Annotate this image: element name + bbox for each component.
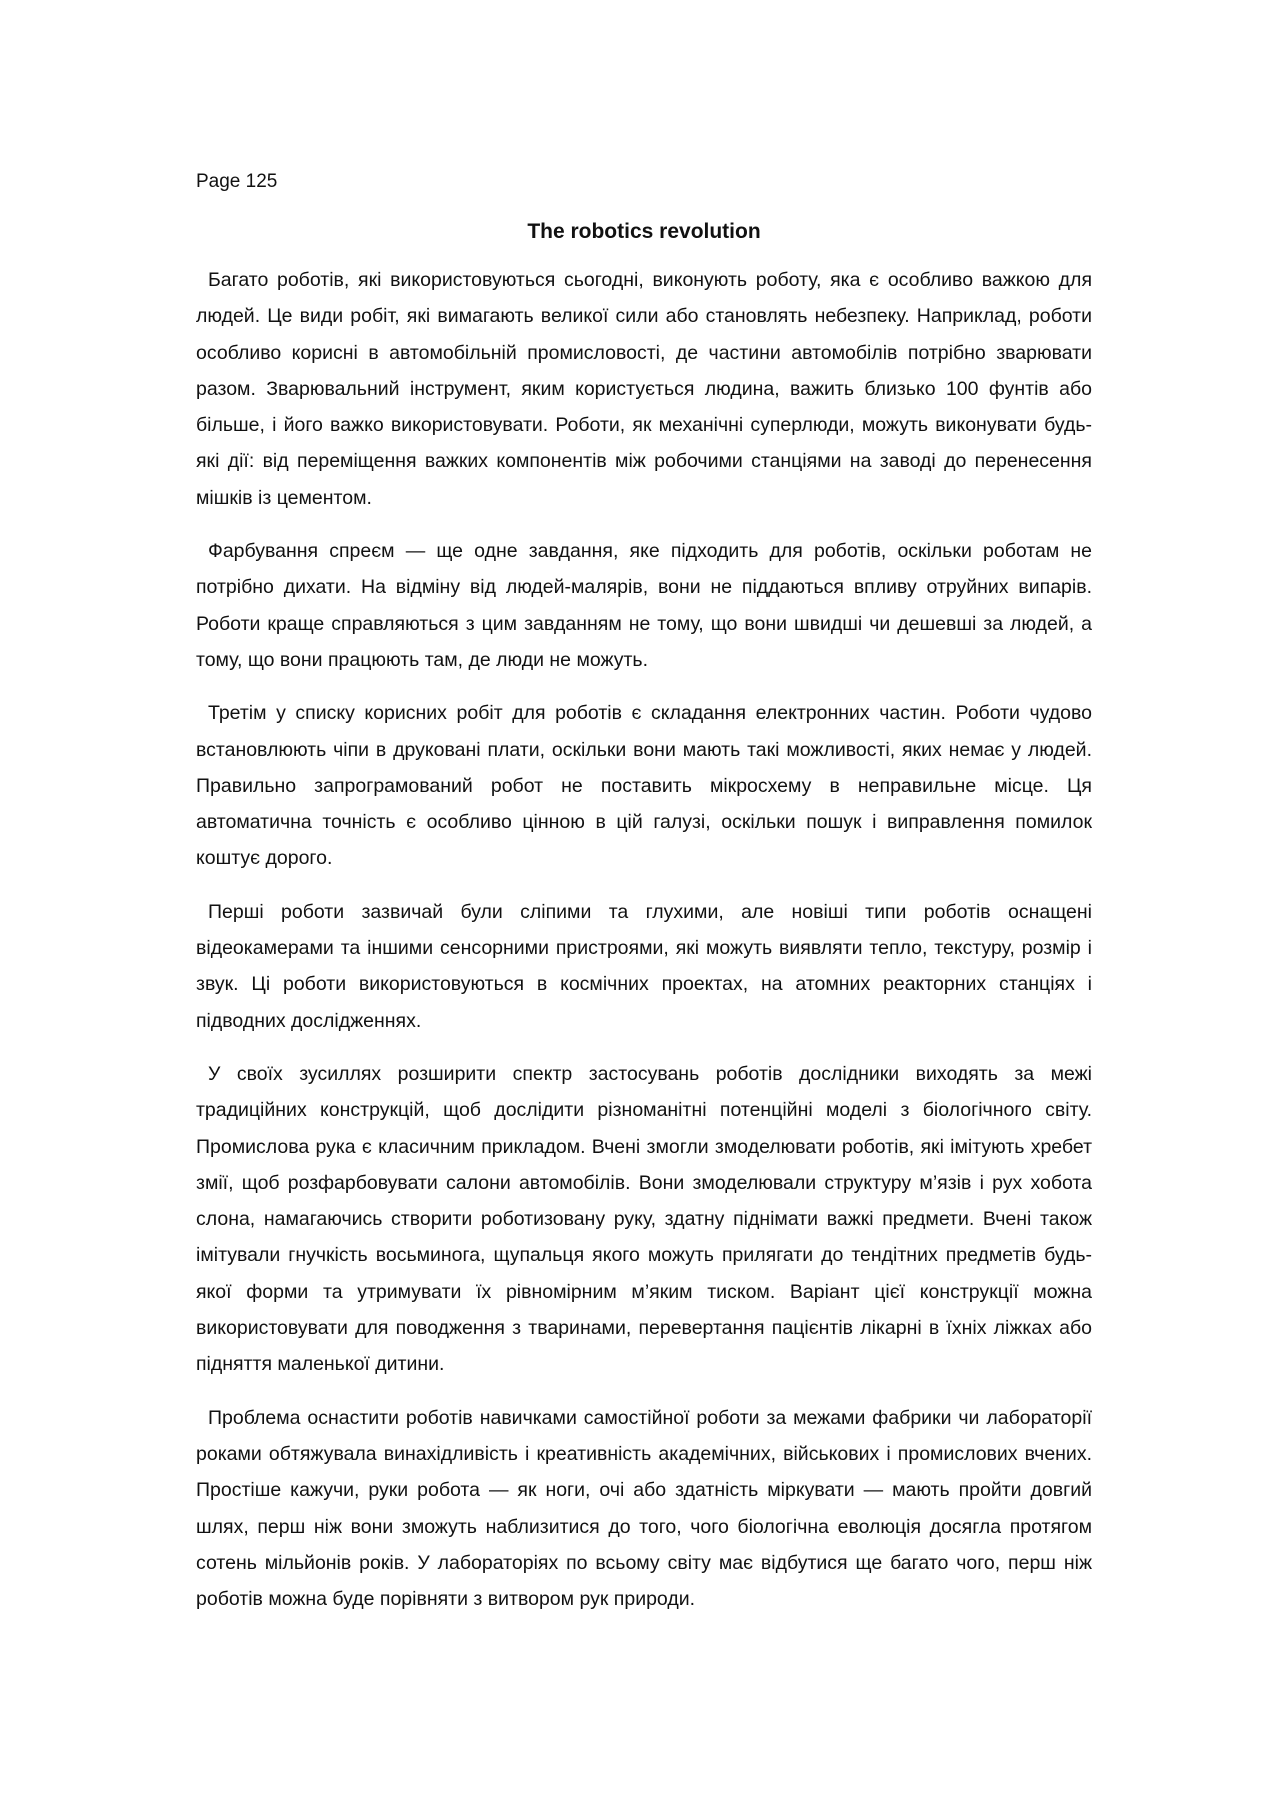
paragraph: Перші роботи зазвичай були сліпими та глухими, але новіші типи роботів оснащені відеокамерами та іншими сенсорними пристроями, які можуть виявляти тепло, текстуру, розмір і звук. Ці роботи використовуються в космічних проектах, на атомних реакторних станціях і підводних дослідженнях. — [196, 900, 1092, 1032]
paragraph: Третім у списку корисних робіт для роботів є складання електронних частин. Роботи чудово встановлюють чіпи в друковані плати, оскільки вони мають такі можливості, яких немає у людей. Правильно запрограмований робот не поставить мікросхему в неправильне місце. Ця автоматична точність є особливо цінною в цій галузі, оскільки пошук і виправлення помилок коштує дорого. — [196, 702, 1092, 870]
paragraph: Багато роботів, які використовуються сьогодні, виконують роботу, яка є особливо важкою для людей. Це види робіт, які вимагають великої сили або становлять небезпеку. Наприклад, роботи особливо корисні в автомобільній промисловості, де частини автомобілів потрібно зварювати разом. Зварювальний інструмент, яким користується людина, важить близько 100 фунтів або більше, і його важко використовувати. Роботи, як механічні суперлюди, можуть виконувати будь-які дії: від переміщення важких компонентів між робочими станціями на заводі до перенесення мішків із цементом. — [196, 269, 1092, 509]
page-title: The robotics revolution — [527, 220, 761, 243]
document-page — [196, 170, 1092, 1634]
paragraph: У своїх зусиллях розширити спектр застосувань роботів дослідники виходять за межі традиційних конструкцій, щоб дослідити різноманітні потенційні моделі з біологічного світу. Промислова рука є класичним прикладом. Вчені змогли змоделювати роботів, які імітують хребет змії, щоб розфарбовувати салони автомобілів. Вони змоделювали структуру м’язів і рух хобота слона, намагаючись створити роботизовану руку, здатну піднімати важкі предмети. Вчені також імітували гнучкість восьминога, щупальця якого можуть прилягати до тендітних предметів будь-якої форми та утримувати їх рівномірним м’яким тиском. Варіант цієї конструкції можна використовувати для поводження з тваринами, перевертання пацієнтів лікарні в їхніх ліжках або підняття маленької дитини. — [196, 1062, 1092, 1376]
paragraph: Фарбування спреєм — ще одне завдання, яке підходить для роботів, оскільки роботам не потрібно дихати. На відміну від людей-малярів, вони не піддаються впливу отруйних випарів. Роботи краще справляються з цим завданням не тому, що вони швидші чи дешевші за людей, а тому, що вони працюють там, де люди не можуть. — [196, 540, 1092, 671]
page-number: Page 125 — [196, 171, 278, 192]
paragraph: Проблема оснастити роботів навичками самостійної роботи за межами фабрики чи лабораторії роками обтяжувала винахідливість і креативність академічних, військових і промислових вчених. Простіше кажучи, руки робота — як ноги, очі або здатність міркувати — мають пройти довгий шлях, перш ніж вони зможуть наблизитися до того, чого біологічна еволюція досягла протягом сотень мільйонів років. У лабораторіях по всьому світу має відбутися ще багато чого, перш ніж роботів можна буде порівняти з витвором рук природи. — [196, 1406, 1092, 1611]
